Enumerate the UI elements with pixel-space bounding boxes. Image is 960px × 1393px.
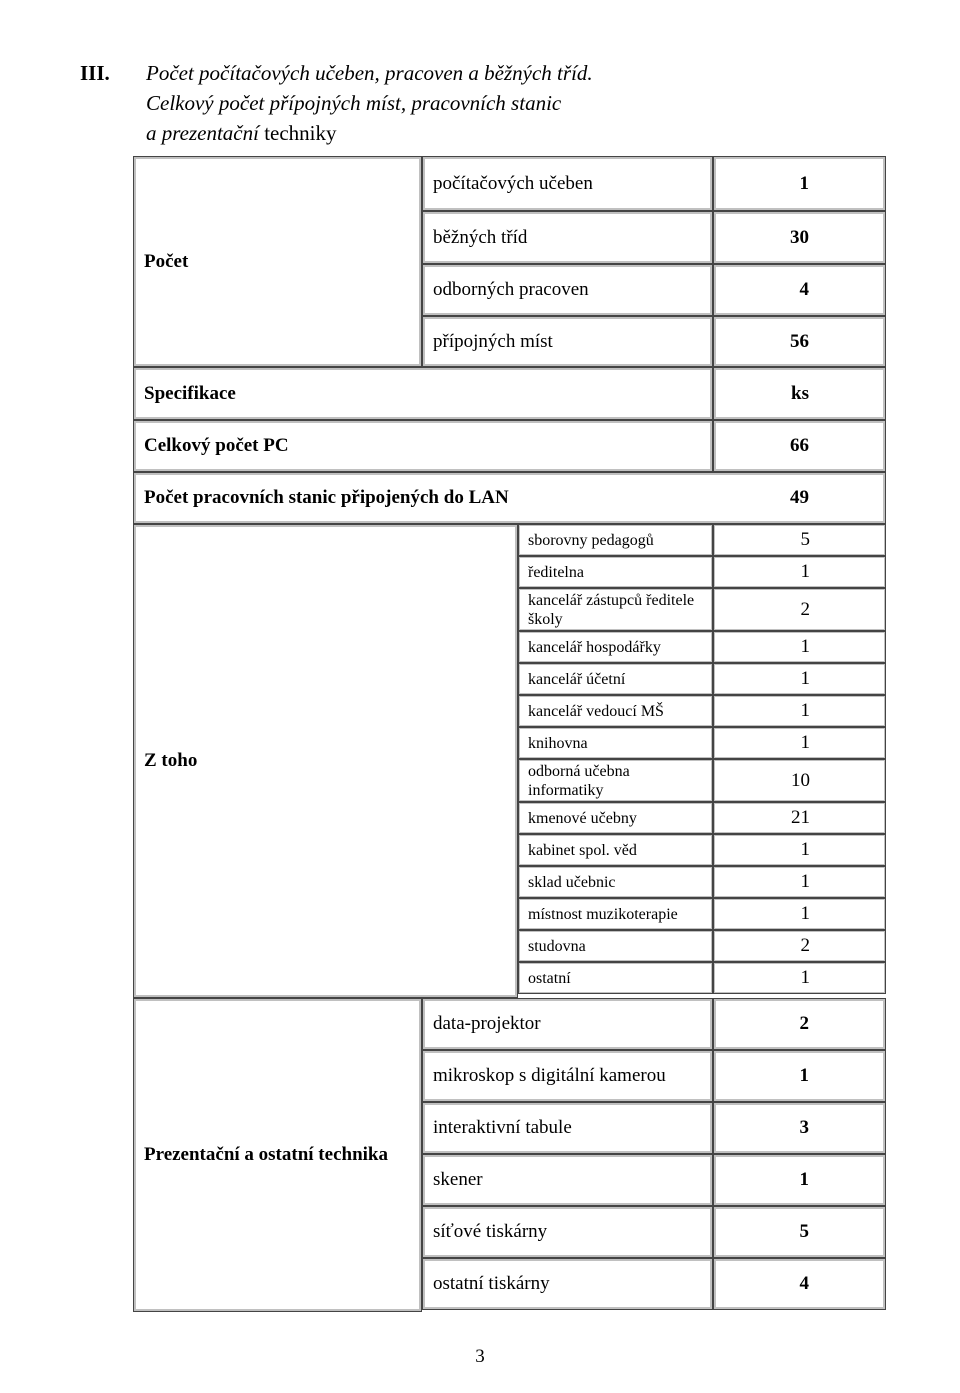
prez-row-value: 3: [713, 1102, 886, 1154]
ztoho-row-label: ředitelna: [518, 556, 713, 588]
lan-row: [133, 472, 886, 524]
ztoho-row-value: 1: [713, 962, 886, 994]
prez-row-label: mikroskop s digitální kamerou: [422, 1050, 713, 1102]
ztoho-row-value: 21: [713, 802, 886, 834]
prez-row-label: skener: [422, 1154, 713, 1206]
ztoho-row-value: 1: [713, 695, 886, 727]
ztoho-row-value: 1: [713, 727, 886, 759]
heading-line-2: Celkový počet přípojných míst, pracovních stanic: [146, 91, 562, 115]
pc-total-label: Celkový počet PC: [133, 420, 713, 472]
pc-total-value: 66: [713, 420, 886, 472]
lan-value: 49: [790, 487, 809, 508]
prez-row-label: interaktivní tabule: [422, 1102, 713, 1154]
ztoho-row-value: 1: [713, 834, 886, 866]
ztoho-row-value: 1: [713, 898, 886, 930]
prez-row-label: síťové tiskárny: [422, 1206, 713, 1258]
ztoho-row-value: 10: [713, 759, 886, 802]
ztoho-row-label: kancelář hospodářky: [518, 631, 713, 663]
ztoho-row-label: studovna: [518, 930, 713, 962]
pocet-row-value: 30: [713, 211, 886, 264]
pocet-row-label: přípojných míst: [422, 316, 713, 367]
ztoho-row-label: sborovny pedagogů: [518, 524, 713, 556]
ztoho-row-label: kancelář vedoucí MŠ: [518, 695, 713, 727]
pocet-row-value: 56: [713, 316, 886, 367]
ztoho-label: Z toho: [133, 524, 518, 998]
prez-row-value: 1: [713, 1050, 886, 1102]
pocet-row-value: 4: [713, 264, 886, 316]
prez-label: Prezentační a ostatní technika: [133, 998, 422, 1312]
prez-row-value: 4: [713, 1258, 886, 1310]
pocet-row-label: běžných tříd: [422, 211, 713, 264]
pocet-row-value: 1: [713, 156, 886, 211]
page-number: 3: [475, 1346, 485, 1367]
ztoho-row-value: 1: [713, 866, 886, 898]
heading-line-1: Počet počítačových učeben, pracoven a běžných tříd.: [146, 61, 593, 85]
ztoho-row-value: 2: [713, 588, 886, 631]
ztoho-row-value: 1: [713, 663, 886, 695]
ztoho-row-label: kancelář zástupců ředitele školy: [518, 588, 713, 631]
section-number: III.: [80, 61, 110, 85]
specifikace-label: Specifikace: [133, 367, 713, 420]
ztoho-row-value: 5: [713, 524, 886, 556]
ztoho-row-label: kmenové učebny: [518, 802, 713, 834]
ztoho-row-value: 1: [713, 556, 886, 588]
ztoho-row-label: kabinet spol. věd: [518, 834, 713, 866]
ztoho-row-value: 2: [713, 930, 886, 962]
ztoho-row-label: kancelář účetní: [518, 663, 713, 695]
pocet-row-label: počítačových učeben: [422, 156, 713, 211]
prez-row-value: 5: [713, 1206, 886, 1258]
ztoho-row-label: knihovna: [518, 727, 713, 759]
specifikace-unit: ks: [713, 367, 886, 420]
equipment-table: [133, 156, 886, 1312]
ztoho-row-label: odborná učebna informatiky: [518, 759, 713, 802]
prez-row-value: 2: [713, 998, 886, 1050]
pocet-row-label: odborných pracoven: [422, 264, 713, 316]
prez-row-label: ostatní tiskárny: [422, 1258, 713, 1310]
prez-row-label: data-projektor: [422, 998, 713, 1050]
lan-label: Počet pracovních stanic připojených do LAN: [144, 487, 509, 508]
heading-line-3: a prezentační techniky: [146, 121, 337, 145]
ztoho-row-label: sklad učebnic: [518, 866, 713, 898]
pocet-label: Počet: [133, 156, 422, 367]
ztoho-row-label: místnost muzikoterapie: [518, 898, 713, 930]
ztoho-row-value: 1: [713, 631, 886, 663]
ztoho-row-label: ostatní: [518, 962, 713, 994]
prez-row-value: 1: [713, 1154, 886, 1206]
